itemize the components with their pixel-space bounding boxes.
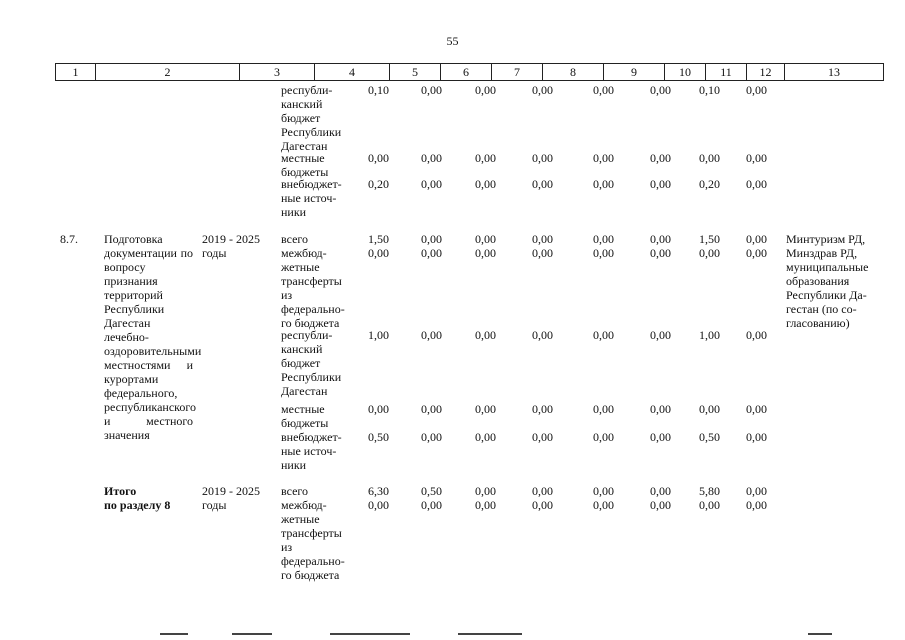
value-cell: 0,00	[746, 83, 767, 97]
value-cell: 1,50	[368, 232, 389, 246]
funding-source: внебюджет- ные источ- ники	[281, 177, 342, 219]
page-number: 55	[446, 34, 459, 48]
value-cell: 0,00	[699, 498, 720, 512]
value-cell: 0,00	[746, 232, 767, 246]
value-cell: 0,00	[532, 83, 553, 97]
funding-source: внебюджет- ные источ- ники	[281, 430, 342, 472]
value-cell: 0,00	[746, 151, 767, 165]
value-cell: 0,00	[475, 430, 496, 444]
value-cell: 0,00	[421, 177, 442, 191]
col-header: 6	[441, 64, 492, 81]
value-cell: 0,00	[699, 246, 720, 260]
value-cell: 0,10	[368, 83, 389, 97]
value-cell: 0,00	[746, 430, 767, 444]
value-cell: 0,00	[475, 484, 496, 498]
value-cell: 0,00	[475, 328, 496, 342]
funding-source: всего	[281, 232, 309, 246]
value-cell: 0,00	[593, 232, 614, 246]
value-cell: 0,00	[593, 246, 614, 260]
value-cell: 0,00	[532, 151, 553, 165]
col-header: 9	[604, 64, 665, 81]
value-cell: 0,00	[650, 151, 671, 165]
funding-source: межбюд- жетные трансферты из федерально- го бюджета	[281, 246, 345, 330]
col-header: 11	[706, 64, 747, 81]
value-cell: 0,00	[593, 484, 614, 498]
value-cell: 0,00	[421, 402, 442, 416]
funding-source: местные бюджеты	[281, 151, 329, 179]
value-cell: 0,00	[746, 246, 767, 260]
value-cell: 0,00	[650, 498, 671, 512]
value-cell: 0,00	[746, 402, 767, 416]
scan-mark	[330, 633, 410, 635]
value-cell: 0,00	[699, 151, 720, 165]
item-period: 2019 - 2025 годы	[202, 232, 260, 260]
col-header: 7	[492, 64, 543, 81]
value-cell: 0,00	[532, 328, 553, 342]
value-cell: 0,50	[421, 484, 442, 498]
value-cell: 1,00	[699, 328, 720, 342]
value-cell: 1,00	[368, 328, 389, 342]
value-cell: 0,50	[699, 430, 720, 444]
value-cell: 0,00	[593, 151, 614, 165]
value-cell: 0,00	[421, 246, 442, 260]
value-cell: 0,00	[475, 83, 496, 97]
value-cell: 0,00	[746, 177, 767, 191]
value-cell: 0,00	[593, 328, 614, 342]
value-cell: 0,00	[532, 177, 553, 191]
scan-mark	[808, 633, 832, 635]
col-header: 5	[390, 64, 441, 81]
col-header: 3	[240, 64, 315, 81]
value-cell: 0,00	[368, 246, 389, 260]
funding-source: межбюд- жетные трансферты из федерально- го бюджета	[281, 498, 345, 582]
funding-source: местные бюджеты	[281, 402, 329, 430]
value-cell: 0,00	[650, 246, 671, 260]
total-label: Итого по разделу 8	[104, 484, 171, 512]
value-cell: 0,00	[475, 402, 496, 416]
value-cell: 0,00	[475, 232, 496, 246]
value-cell: 0,20	[368, 177, 389, 191]
value-cell: 1,50	[699, 232, 720, 246]
value-cell: 0,00	[593, 498, 614, 512]
value-cell: 0,00	[421, 151, 442, 165]
value-cell: 0,20	[699, 177, 720, 191]
scan-mark	[232, 633, 272, 635]
value-cell: 0,00	[421, 232, 442, 246]
value-cell: 0,00	[532, 402, 553, 416]
value-cell: 0,00	[421, 83, 442, 97]
item-name: Подготовка документации по вопросу признания территорий Республики Дагестан лечебно-оздоровительными местностями и курортами федерального, республиканского и местного значения	[104, 232, 202, 442]
value-cell: 0,00	[368, 498, 389, 512]
value-cell: 0,00	[650, 430, 671, 444]
value-cell: 0,00	[532, 484, 553, 498]
scan-mark	[458, 633, 522, 635]
item-number: 8.7.	[60, 232, 78, 246]
value-cell: 0,00	[593, 402, 614, 416]
value-cell: 0,00	[475, 177, 496, 191]
funding-source: республи- канский бюджет Республики Дагестан	[281, 328, 342, 398]
value-cell: 0,00	[475, 498, 496, 512]
col-header: 1	[56, 64, 96, 81]
funding-source: республи- канский бюджет Республики Дагестан	[281, 83, 342, 153]
value-cell: 0,50	[368, 430, 389, 444]
col-header: 2	[96, 64, 240, 81]
scan-mark	[160, 633, 188, 635]
value-cell: 0,00	[650, 484, 671, 498]
value-cell: 0,00	[475, 246, 496, 260]
value-cell: 0,00	[593, 430, 614, 444]
value-cell: 0,00	[532, 246, 553, 260]
col-header: 8	[543, 64, 604, 81]
value-cell: 0,10	[699, 83, 720, 97]
value-cell: 0,00	[532, 498, 553, 512]
column-header-row	[55, 63, 884, 81]
total-period: 2019 - 2025 годы	[202, 484, 260, 512]
value-cell: 0,00	[746, 498, 767, 512]
col-header: 4	[315, 64, 390, 81]
value-cell: 0,00	[593, 83, 614, 97]
value-cell: 0,00	[650, 83, 671, 97]
value-cell: 0,00	[368, 402, 389, 416]
col-header: 12	[747, 64, 785, 81]
value-cell: 0,00	[421, 430, 442, 444]
value-cell: 0,00	[475, 151, 496, 165]
value-cell: 0,00	[650, 177, 671, 191]
value-cell: 0,00	[699, 402, 720, 416]
value-cell: 0,00	[650, 232, 671, 246]
col-header: 13	[785, 64, 884, 81]
value-cell: 0,00	[421, 498, 442, 512]
value-cell: 5,80	[699, 484, 720, 498]
value-cell: 0,00	[532, 232, 553, 246]
value-cell: 6,30	[368, 484, 389, 498]
value-cell: 0,00	[650, 328, 671, 342]
value-cell: 0,00	[650, 402, 671, 416]
value-cell: 0,00	[532, 430, 553, 444]
funding-source: всего	[281, 484, 309, 498]
col-header: 10	[665, 64, 706, 81]
value-cell: 0,00	[368, 151, 389, 165]
item-executor: Минтуризм РД, Минздрав РД, муниципальные образования Республики Да- гестан (по со- гласованию)	[786, 232, 869, 330]
value-cell: 0,00	[593, 177, 614, 191]
value-cell: 0,00	[421, 328, 442, 342]
value-cell: 0,00	[746, 484, 767, 498]
value-cell: 0,00	[746, 328, 767, 342]
